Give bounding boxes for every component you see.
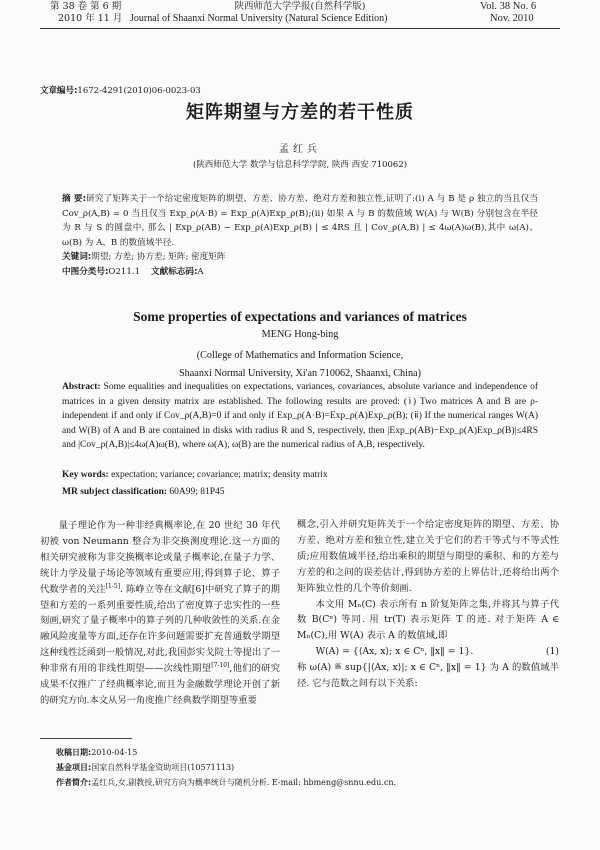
header-date-cn: 2010 年 11 月 <box>58 13 123 24</box>
header-rule <box>40 28 560 29</box>
header-date-en: Nov. 2010 <box>490 13 534 24</box>
clc-label: 中图分类号: <box>62 267 109 277</box>
mr-classification <box>62 487 225 497</box>
affiliation-cn: (陕西师范大学 数学与信息科学学院, 陕西 西安 710062) <box>192 160 408 170</box>
abstract-cn <box>62 192 538 250</box>
author-cn: 孟红兵 <box>279 144 321 155</box>
keywords-cn <box>62 250 225 262</box>
fund-label: 基金项目: <box>56 763 92 772</box>
fund-value: 国家自然科学基金资助项目(10571113) <box>91 763 235 772</box>
abstract-en-label: Abstract: <box>62 382 101 392</box>
equation-1-body: W(A) = {⟨Ax, x⟩; x ∈ Cⁿ, ‖x‖ = 1}. <box>315 646 474 658</box>
received-label: 收稿日期: <box>56 748 92 757</box>
abstract-en-text: Some equalities and inequalities on expectations, variances, covariances, absolute variance and independence of matrices in a given density matrix are established. The following results are proved: (ⅰ) Two matrices A and B are ρ-independent if and only if Cov_ρ(A,B)=0 if and only if Exp_ρ(A·B)=Exp_ρ(A)Exp_ρ(B); (ⅱ) If the numerical ranges W(A) and W(B) of A and B are contained in disks with radius R and S, respectively, then |Exp_ρ(AB)−Exp_ρ(A)Exp_ρ(B)|≤4RS and |Cov_ρ(A,B)|≤4ω(A)ω(B), where ω(A), ω(B) are the numerical radius of A,B, respectively. <box>62 382 538 451</box>
citation-7-10: [7-10] <box>211 662 230 670</box>
mr-classification-label: MR subject classification: <box>62 487 168 497</box>
keywords-cn-label: 关键词: <box>62 252 92 262</box>
body-right-column <box>297 517 559 692</box>
body-left-column <box>40 518 280 709</box>
abstract-cn-label: 摘 要: <box>62 194 87 204</box>
affiliation-en <box>0 347 600 383</box>
affiliation-en-line1: (College of Mathematics and Information Science, <box>196 350 404 361</box>
keywords-cn-text: 期望; 方差; 协方差; 矩阵; 密度矩阵 <box>91 252 226 262</box>
citation-1-5: [1-5] <box>105 582 121 590</box>
keywords-en-text: expectation; variance; covariance; matrix; density matrix <box>108 470 328 480</box>
abstract-en <box>62 380 538 453</box>
author-bio-label: 作者简介: <box>56 778 92 787</box>
title-en: Some properties of expectations and variances of matrices <box>133 309 467 324</box>
doc-code-value: A <box>197 267 204 277</box>
article-number-label: 文章编号: <box>40 86 78 96</box>
affiliation-en-line2: Shaanxi Normal University, Xi'an 710062, Shaanxi, China) <box>179 368 421 379</box>
article-number <box>40 84 201 96</box>
equation-1-number: (1) <box>545 646 559 658</box>
footnote-fund <box>56 760 234 775</box>
intro-text-3: ,他们的研究成果不仅推广了经典概率论,而且为金融数学理论开创了新的研究方向.本文从另一角度推广经典数学期望等重要 <box>40 663 280 706</box>
header-journal-cn: 陕西师范大学学报(自然科学版) <box>234 1 366 12</box>
footnote-author-bio <box>56 775 396 790</box>
intro-text-1: 量子理论作为一种非经典概率论,在 20 世纪 30 年代初被 von Neumann 整合为非交换测度理论.这一方面的相关研究被称为非交换概率论或量子概率论,在量子力学、统计力学及量子场论等领域有重要应用,得到算子论、算子代数学者的关注 <box>40 520 280 595</box>
footnote-rule <box>40 738 132 739</box>
footnote-received <box>56 745 137 760</box>
body-paragraph-notation: 本文用 Mₙ(C) 表示所有 n 阶复矩阵之集,并将其与算子代数 B(Cⁿ) 等同. 用 tr(T) 表示矩阵 T 的迹. 对于矩阵 A ∈ Mₙ(C),用 W(A) 表示 A 的数值域,即 <box>297 598 559 642</box>
keywords-en <box>62 470 328 480</box>
equation-1 <box>297 644 559 660</box>
header-journal-en: Journal of Shaanxi Normal University (Natural Science Edition) <box>130 13 388 24</box>
abstract-cn-text: 研究了矩阵关于一个给定密度矩阵的期望、方差、协方差、绝对方差和独立性,证明了:(ⅰ) A 与 B 是 ρ 独立的当且仅当 Cov_ρ(A,B) = 0 当且仅当 Exp_ρ(A·B) = Exp_ρ(A)Exp_ρ(B);(ⅱ) 如果 A 与 B 的数值域 W(A) 与 W(B) 分别包含在半径为 R 与 S 的圆盘中, 那么 | Exp_ρ(AB) − Exp_ρ(A)Exp_ρ(B) | ≤ 4RS 且 | Cov_ρ(A,B) | ≤ 4ω(A)ω(B),其中 ω(A)、ω(B) 为 A、B 的数值域半径. <box>62 194 538 248</box>
body-paragraph-numerical-radius: 称 ω(A) ≝ sup{|⟨Ax, x⟩|; x ∈ Cⁿ, ‖x‖ = 1} 为 A 的数值域半径. 它与范数之间有以下关系: <box>297 662 559 690</box>
classification-cn <box>62 265 204 277</box>
header-vol-no: Vol. 38 No. 6 <box>480 1 537 12</box>
author-en: MENG Hong-bing <box>261 329 339 340</box>
article-number-value: 1672-4291(2010)06-0023-03 <box>77 86 201 96</box>
doc-code-label: 文献标志码: <box>151 267 198 277</box>
author-bio-value: 孟红兵,女,副教授,研究方向为概率统计与随机分析. E-mail: hbmeng@snnu.edu.cn. <box>91 778 397 787</box>
received-date: 2010-04-15 <box>91 748 138 757</box>
title-cn: 矩阵期望与方差的若干性质 <box>186 102 414 123</box>
intro-text-2: . 陈峥立等在文献[6]中研究了算子的期望和方差的一系列重要性质,给出了密度算子忠实性的一些刻画,研究了量子概率中的算子列的几种收敛性的关系.在金融风险度量等方面,还存在许多问题需要扩充普通数学期望这种线性泛函到一般情况,对此,我国彭实戈院士等提出了一种非常有用的非线性期望——次线性期望 <box>40 583 280 675</box>
body-paragraph-intro <box>40 518 280 709</box>
header-volume: 第 38 卷 第 6 期 <box>50 1 122 12</box>
clc-value: O211.1 <box>108 267 141 277</box>
mr-classification-text: 60A99; 81P45 <box>167 487 225 497</box>
body-paragraph-continued: 概念,引入并研究矩阵关于一个给定密度矩阵的期望、方差、协方差、绝对方差和独立性,建立关于它们的若干等式与不等式性质;应用数值域半径,给出乘积的期望与期望的乘积、和的方差与方差的和之间的误差估计,得到协方差的上界估计,还将给出两个矩阵独立性的几个等价刻画. <box>297 519 559 594</box>
keywords-en-label: Key words: <box>62 470 109 480</box>
